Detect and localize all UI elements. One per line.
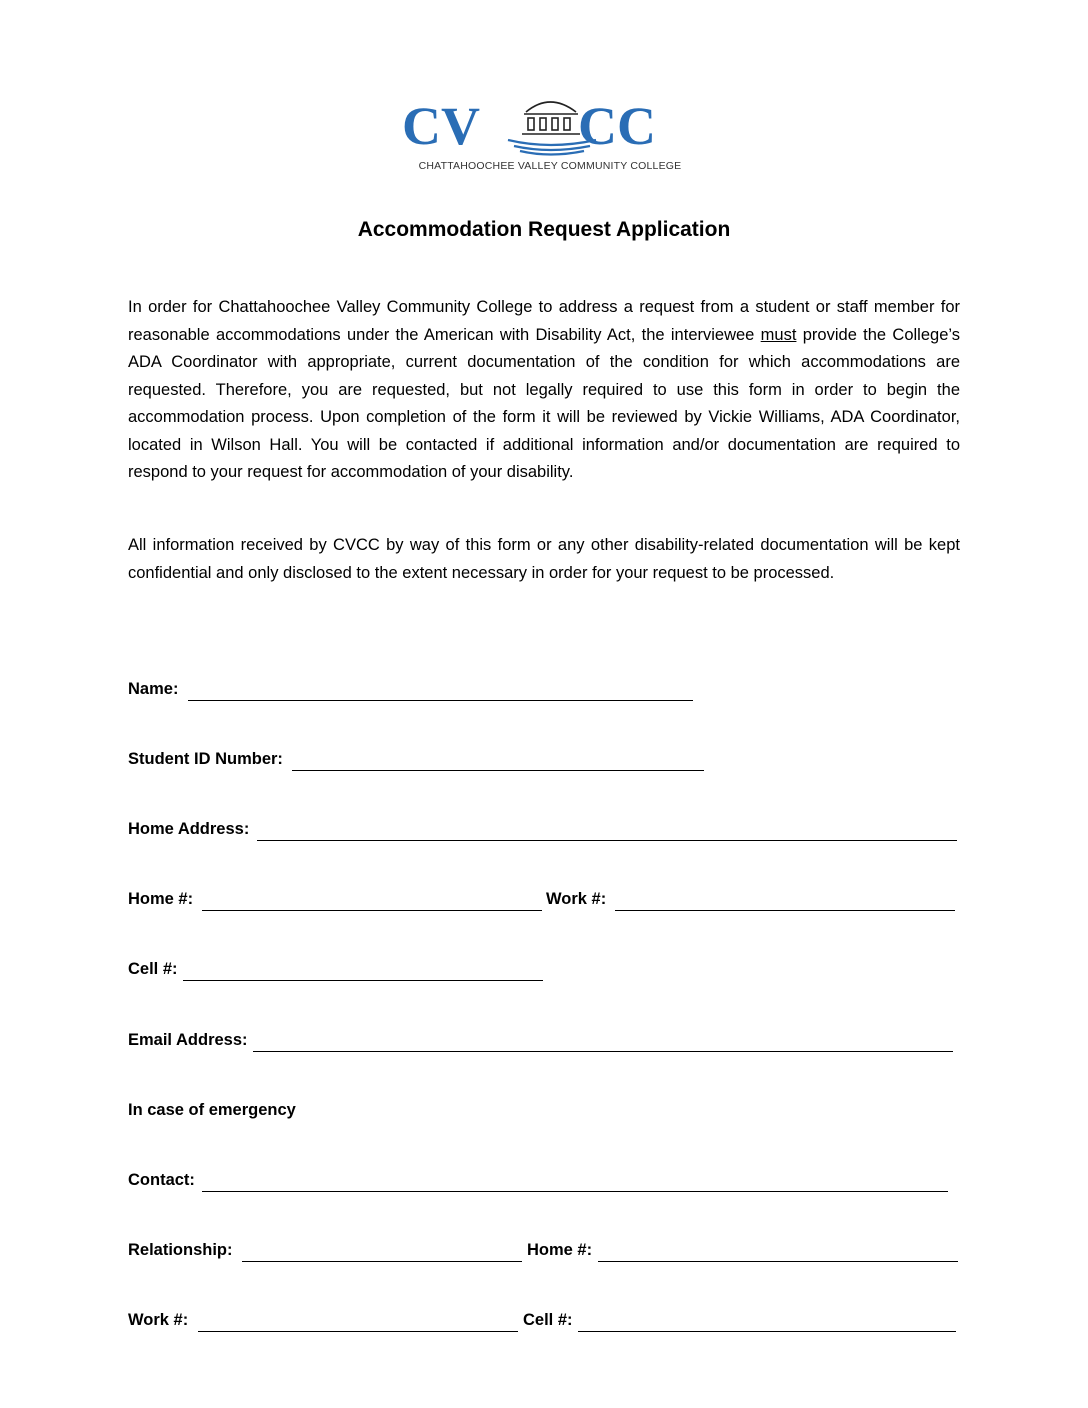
phone-row	[128, 890, 960, 914]
contact-work-label: Work #:	[128, 1311, 189, 1329]
work-phone-field[interactable]	[615, 910, 955, 911]
contact-row	[128, 1171, 960, 1195]
emergency-heading: In case of emergency	[128, 1101, 296, 1119]
home-phone-label: Home #:	[128, 890, 194, 908]
confidentiality-paragraph: All information received by CVCC by way of this form or any other disability-related documentation will be kept confidential and only disclosed to the extent necessary in order for your request to be processed.	[128, 536, 960, 582]
emergency-heading-row	[128, 1101, 528, 1125]
home-phone-field[interactable]	[202, 910, 542, 911]
contact-cell-field[interactable]	[578, 1331, 956, 1332]
name-row	[128, 680, 698, 704]
logo-letters-left: CV	[402, 96, 480, 156]
work-phone-label: Work #:	[546, 890, 607, 908]
water-swoosh-icon	[508, 140, 596, 155]
emphasis-must: must	[760, 325, 797, 344]
relationship-row	[128, 1241, 960, 1265]
logo-caption: CHATTAHOOCHEE VALLEY COMMUNITY COLLEGE	[418, 160, 682, 172]
contact-field[interactable]	[202, 1191, 948, 1192]
building-icon	[522, 102, 580, 134]
contact-home-label: Home #:	[527, 1241, 593, 1259]
home-address-field[interactable]	[257, 840, 957, 841]
contact-cell-label: Cell #:	[523, 1311, 573, 1329]
contact-phone-row	[128, 1311, 960, 1335]
college-logo	[400, 90, 700, 180]
cell-phone-field[interactable]	[183, 980, 543, 981]
student-id-label: Student ID Number:	[128, 750, 283, 768]
contact-home-field[interactable]	[598, 1261, 958, 1262]
home-address-label: Home Address:	[128, 820, 250, 838]
page-title: Accommodation Request Application	[357, 218, 731, 241]
cell-row	[128, 960, 548, 984]
email-row	[128, 1031, 960, 1055]
name-field[interactable]	[188, 700, 693, 701]
email-field[interactable]	[253, 1051, 953, 1052]
logo-letters-right: CC	[578, 96, 656, 156]
intro-paragraph: In order for Chattahoochee Valley Community College to address a request from a student or staff member for reasonable accommodations under the American with Disability Act, the interviewee must provide the College’s ADA Coordinator with appropriate, current documentation of the condition for which accommodations are requested. Therefore, you are requested, but not legally required to use this form in order to begin the accommodation process. Upon completion of the form it will be reviewed by Vickie Williams, ADA Coordinator, located in Wilson Hall. You will be contacted if additional information and/or documentation are required to respond to your request for accommodation of your disability.	[128, 298, 960, 481]
email-label: Email Address:	[128, 1031, 248, 1049]
contact-work-field[interactable]	[198, 1331, 518, 1332]
student-id-field[interactable]	[292, 770, 704, 771]
contact-label: Contact:	[128, 1171, 195, 1189]
home-address-row	[128, 820, 960, 844]
cell-phone-label: Cell #:	[128, 960, 178, 978]
relationship-label: Relationship:	[128, 1241, 233, 1259]
student-id-row	[128, 750, 708, 774]
name-label: Name:	[128, 680, 179, 698]
relationship-field[interactable]	[242, 1261, 522, 1262]
